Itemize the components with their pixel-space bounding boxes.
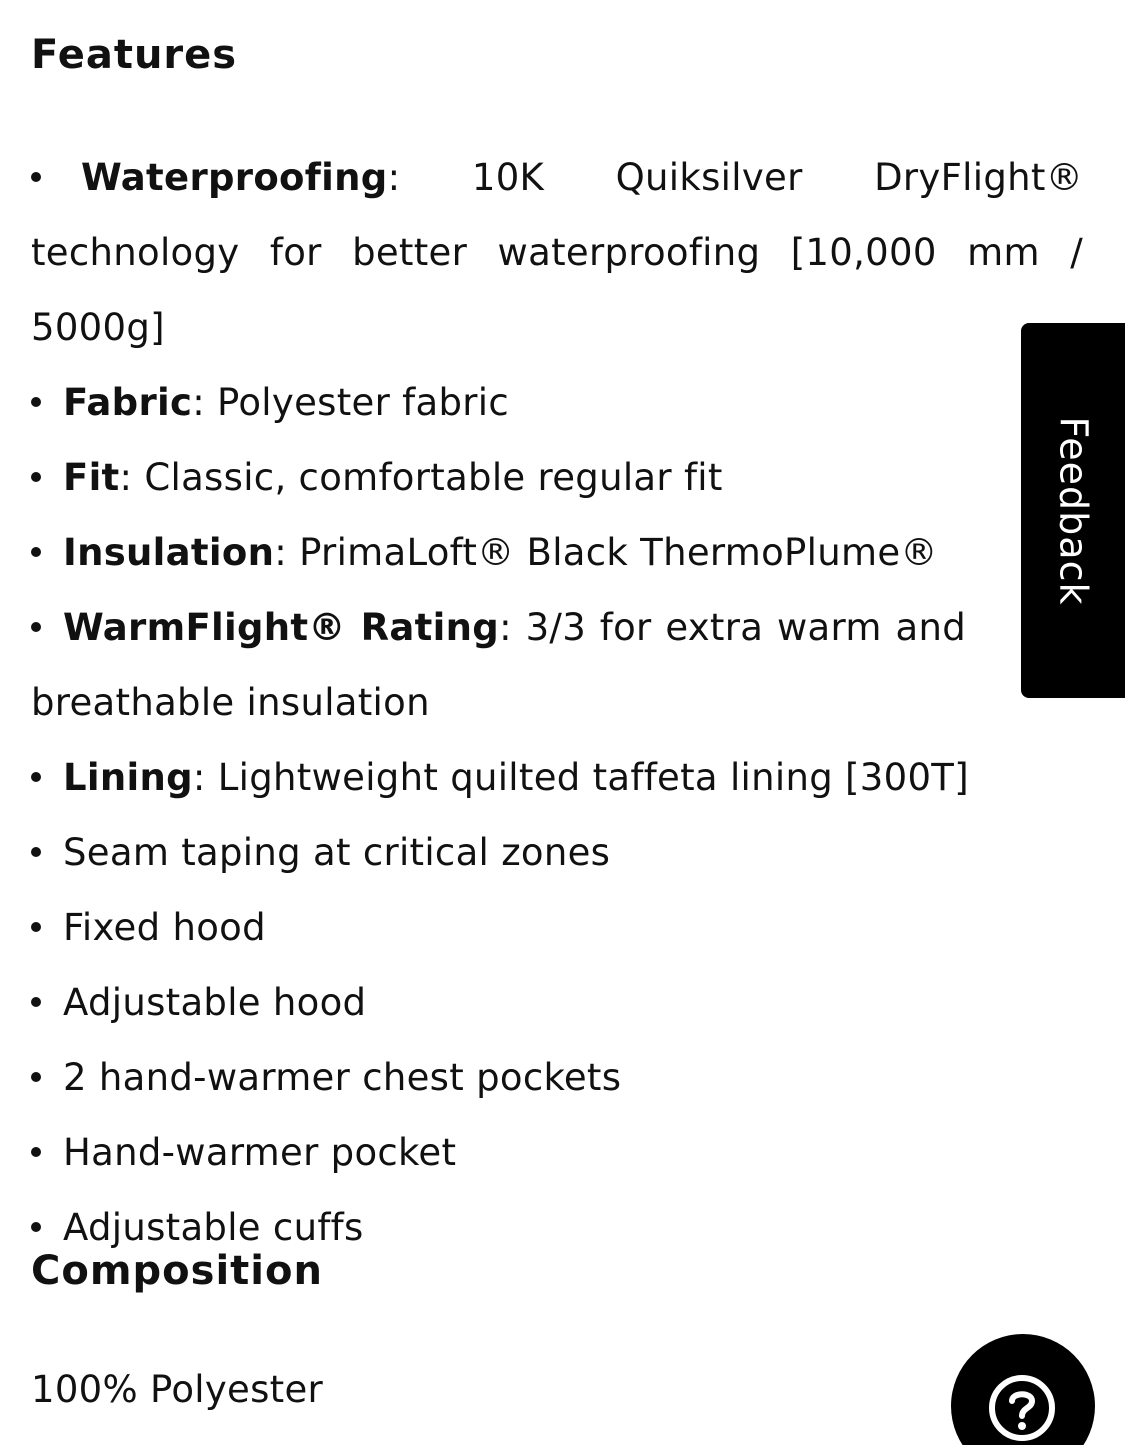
feature-item-seam-taping: [31, 815, 1083, 890]
features-list: [31, 140, 1083, 1265]
feature-text: Fixed hood: [63, 906, 266, 949]
feature-text: Adjustable hood: [63, 981, 367, 1024]
feature-text: Seam taping at critical zones: [63, 831, 611, 874]
features-heading: Features: [31, 32, 238, 78]
feature-term: Waterproofing: [81, 156, 388, 199]
feature-item-adjustable-hood: [31, 965, 1083, 1040]
feedback-tab[interactable]: [1021, 323, 1125, 698]
bullet-icon: [31, 1072, 41, 1082]
feature-item-warmflight-rating: [31, 590, 966, 740]
bullet-icon: [31, 1147, 41, 1157]
feature-text: Adjustable cuffs: [63, 1206, 364, 1249]
question-circle-icon: [974, 1368, 1070, 1445]
feature-text: Hand-warmer pocket: [63, 1131, 457, 1174]
feature-text: : 3/3 for extra warm and breathable insulation: [31, 606, 966, 724]
feature-text: : 10K Quiksilver DryFlight® technology for better waterproofing [10,000 mm / 5000g]: [31, 156, 1083, 349]
composition-value: 100% Polyester: [31, 1368, 324, 1411]
feature-text: : Polyester fabric: [192, 381, 509, 424]
feature-text: : PrimaLoft® Black ThermoPlume®: [274, 531, 938, 574]
bullet-icon: [31, 622, 41, 632]
feature-term: WarmFlight® Rating: [63, 606, 500, 649]
feature-term: Fit: [63, 456, 120, 499]
feature-item-chest-pockets: [31, 1040, 1083, 1115]
bullet-icon: [31, 922, 41, 932]
feature-text: : Classic, comfortable regular fit: [119, 456, 723, 499]
feature-item-fixed-hood: [31, 890, 1083, 965]
feature-item-fabric: [31, 365, 1083, 440]
feedback-label: Feedback: [1051, 416, 1095, 605]
bullet-icon: [31, 547, 41, 557]
feature-term: Fabric: [63, 381, 193, 424]
bullet-icon: [31, 172, 41, 182]
bullet-icon: [31, 472, 41, 482]
feature-item-hand-warmer-pocket: [31, 1115, 1083, 1190]
feature-item-waterproofing: [31, 140, 1083, 365]
bullet-icon: [31, 1222, 41, 1232]
feature-text: : Lightweight quilted taffeta lining [300T]: [192, 756, 969, 799]
feature-term: Insulation: [63, 531, 275, 574]
feature-term: Lining: [63, 756, 193, 799]
help-button[interactable]: [951, 1334, 1095, 1445]
feature-item-lining: [31, 740, 1083, 815]
feature-item-insulation: [31, 515, 1083, 590]
bullet-icon: [31, 847, 41, 857]
feature-item-fit: [31, 440, 1083, 515]
bullet-icon: [31, 997, 41, 1007]
composition-heading: Composition: [31, 1248, 323, 1294]
feature-text: 2 hand-warmer chest pockets: [63, 1056, 622, 1099]
bullet-icon: [31, 772, 41, 782]
bullet-icon: [31, 397, 41, 407]
